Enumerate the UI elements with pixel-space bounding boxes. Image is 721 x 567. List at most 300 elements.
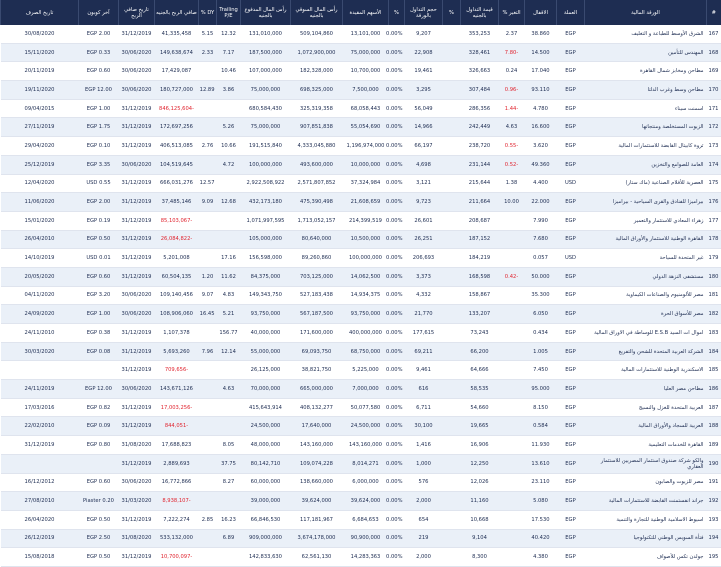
paid-capital-cell: 107,000,000 — [241, 62, 291, 81]
last-coupon-cell: EGP 0.33 — [79, 43, 119, 62]
last-coupon-cell: EGP 1.00 — [79, 99, 119, 118]
value-percent-cell — [443, 174, 461, 193]
traded-volume-cell: 56,049 — [405, 99, 443, 118]
table-row[interactable] — [1, 118, 721, 137]
payment-date-cell: 17/03/2016 — [1, 398, 79, 417]
table-row[interactable] — [1, 529, 721, 548]
change-percent-cell — [499, 473, 525, 492]
value-percent-cell — [443, 324, 461, 343]
listed-shares-cell: 14,283,363 — [343, 548, 389, 567]
column-header[interactable]: رأس المال السوقي بالجنيه — [291, 0, 343, 25]
net-profit-date-cell: 31/12/2019 — [119, 193, 155, 212]
table-row[interactable] — [1, 492, 721, 511]
row-index: 185 — [707, 361, 721, 380]
traded-value-cell: 73,243 — [461, 324, 499, 343]
change-percent-cell — [499, 548, 525, 567]
row-index: 191 — [707, 473, 721, 492]
close-price-cell: 0.057 — [525, 249, 557, 268]
column-header[interactable]: رأس المال المدفوع بالجنيه — [241, 0, 291, 25]
dividend-yield-cell — [199, 473, 217, 492]
currency-cell: EGP — [557, 398, 585, 417]
close-price-cell: 23.110 — [525, 473, 557, 492]
traded-value-cell: 12,250 — [461, 454, 499, 473]
security-name-link[interactable]: مستشفى النزهة الدولي — [585, 267, 707, 286]
pe-ratio-cell: 8.05 — [217, 436, 241, 455]
last-coupon-cell: EGP 0.60 — [79, 473, 119, 492]
column-header[interactable]: الاقفال — [525, 0, 557, 25]
last-coupon-cell: USD 0.01 — [79, 249, 119, 268]
net-profit-cell: 180,727,000 — [155, 81, 199, 100]
table-row[interactable] — [1, 398, 721, 417]
payment-date-cell: 04/11/2020 — [1, 286, 79, 305]
row-index: 170 — [707, 81, 721, 100]
change-percent-cell — [499, 380, 525, 399]
traded-value-cell: 208,687 — [461, 211, 499, 230]
volume-percent-cell: 0.00% — [389, 492, 405, 511]
close-price-cell: 11.930 — [525, 436, 557, 455]
table-row[interactable] — [1, 25, 721, 43]
paid-capital-cell: 415,643,914 — [241, 398, 291, 417]
dividend-yield-cell — [199, 211, 217, 230]
security-name-link[interactable]: مصر للزيوت والصابون — [585, 473, 707, 492]
dividend-yield-cell — [199, 361, 217, 380]
security-name-link[interactable]: العامة للصوامع والتخزين — [585, 155, 707, 174]
traded-value-cell: 19,665 — [461, 417, 499, 436]
payment-date-cell: 30/03/2020 — [1, 342, 79, 361]
last-coupon-cell: EGP 0.60 — [79, 62, 119, 81]
pe-ratio-cell: 4.83 — [217, 286, 241, 305]
traded-volume-cell: 4,332 — [405, 286, 443, 305]
column-header[interactable]: تاريخ صافي الربح — [119, 0, 155, 25]
table-row[interactable] — [1, 211, 721, 230]
last-coupon-cell: EGP 0.80 — [79, 436, 119, 455]
net-profit-date-cell: 31/12/2019 — [119, 510, 155, 529]
row-index: 183 — [707, 324, 721, 343]
market-cap-cell: 4,333,045,880 — [291, 137, 343, 156]
security-name-link[interactable]: الاسكندرية الوطنية للاستثمارات المالية — [585, 361, 707, 380]
close-price-cell: 38.860 — [525, 25, 557, 43]
listed-shares-cell: 10,700,000 — [343, 62, 389, 81]
payment-date-cell: 25/12/2019 — [1, 155, 79, 174]
last-coupon-cell: EGP 0.60 — [79, 267, 119, 286]
net-profit-date-cell: 31/08/2020 — [119, 436, 155, 455]
security-name-link[interactable]: ثروة كابيتال القابضة للاستثمارات المالية — [585, 137, 707, 156]
change-percent-cell: 0.24 — [499, 62, 525, 81]
dividend-yield-cell — [199, 62, 217, 81]
column-header[interactable]: % — [443, 0, 461, 25]
change-percent-cell: -0.55 — [499, 137, 525, 156]
listed-shares-cell: 6,000,000 — [343, 473, 389, 492]
payment-date-cell: 15/11/2020 — [1, 43, 79, 62]
net-profit-cell: 60,504,135 — [155, 267, 199, 286]
paid-capital-cell: 75,000,000 — [241, 118, 291, 137]
traded-value-cell: 328,461 — [461, 43, 499, 62]
security-name-link[interactable]: الزيوت المستخلصة ومنتجاتها — [585, 118, 707, 137]
table-row[interactable] — [1, 324, 721, 343]
currency-cell: EGP — [557, 267, 585, 286]
change-percent-cell: -0.42 — [499, 267, 525, 286]
table-row[interactable] — [1, 62, 721, 81]
net-profit-date-cell: 31/12/2019 — [119, 267, 155, 286]
column-header[interactable]: # — [707, 0, 721, 25]
paid-capital-cell: 75,000,000 — [241, 81, 291, 100]
net-profit-cell: 16,772,866 — [155, 473, 199, 492]
listed-shares-cell: 39,624,000 — [343, 492, 389, 511]
column-header[interactable]: العملة — [557, 0, 585, 25]
traded-volume-cell: 4,698 — [405, 155, 443, 174]
volume-percent-cell: 0.00% — [389, 211, 405, 230]
security-name-link[interactable]: زهراء المعادي للاستثمار والتعمير — [585, 211, 707, 230]
last-coupon-cell: EGP 2.00 — [79, 25, 119, 43]
value-percent-cell — [443, 211, 461, 230]
net-profit-cell: 172,697,256 — [155, 118, 199, 137]
table-row[interactable] — [1, 548, 721, 567]
traded-value-cell: 168,598 — [461, 267, 499, 286]
paid-capital-cell: 191,515,840 — [241, 137, 291, 156]
traded-value-cell: 307,484 — [461, 81, 499, 100]
change-percent-cell — [499, 492, 525, 511]
net-profit-date-cell: 30/06/2020 — [119, 62, 155, 81]
net-profit-cell: 37,485,146 — [155, 193, 199, 212]
pe-ratio-cell — [217, 230, 241, 249]
traded-volume-cell: 654 — [405, 510, 443, 529]
traded-value-cell: 58,535 — [461, 380, 499, 399]
pe-ratio-cell: 37.75 — [217, 454, 241, 473]
security-name-link[interactable]: الشركة العربية المتحدة للشحن والتفريغ — [585, 342, 707, 361]
security-name-link[interactable]: فتأة السويس الوطني للتكنولوجيا — [585, 529, 707, 548]
dividend-yield-cell: 2.85 — [199, 510, 217, 529]
payment-date-cell — [1, 454, 79, 473]
dividend-yield-cell — [199, 230, 217, 249]
value-percent-cell — [443, 193, 461, 212]
pe-ratio-cell: 5.21 — [217, 305, 241, 324]
traded-value-cell: 211,664 — [461, 193, 499, 212]
column-header[interactable]: قيمة التداول بالجنيه — [461, 0, 499, 25]
traded-volume-cell: 22,908 — [405, 43, 443, 62]
change-percent-cell — [499, 510, 525, 529]
row-index: 192 — [707, 492, 721, 511]
pe-ratio-cell: 12.32 — [217, 25, 241, 43]
payment-date-cell: 14/10/2019 — [1, 249, 79, 268]
table-row[interactable] — [1, 230, 721, 249]
market-cap-cell: 3,674,178,000 — [291, 529, 343, 548]
market-cap-cell: 2,571,807,852 — [291, 174, 343, 193]
market-cap-cell: 17,640,000 — [291, 417, 343, 436]
row-index: 180 — [707, 267, 721, 286]
pe-ratio-cell: 4.72 — [217, 155, 241, 174]
paid-capital-cell: 48,000,000 — [241, 436, 291, 455]
volume-percent-cell: 0.00% — [389, 25, 405, 43]
column-header[interactable]: الورقة المالية — [585, 0, 707, 25]
currency-cell: EGP — [557, 305, 585, 324]
payment-date-cell: 24/09/2020 — [1, 305, 79, 324]
currency-cell: EGP — [557, 342, 585, 361]
volume-percent-cell: 0.00% — [389, 43, 405, 62]
listed-shares-cell: 93,750,000 — [343, 305, 389, 324]
table-row[interactable] — [1, 249, 721, 268]
change-percent-cell: -0.52 — [499, 155, 525, 174]
net-profit-date-cell: 30/06/2020 — [119, 380, 155, 399]
listed-shares-cell: 13,101,000 — [343, 25, 389, 43]
volume-percent-cell: 0.00% — [389, 81, 405, 100]
table-row[interactable] — [1, 155, 721, 174]
table-row[interactable] — [1, 417, 721, 436]
volume-percent-cell: 0.00% — [389, 324, 405, 343]
column-header[interactable]: صافي الربح بالجنيه — [155, 0, 199, 25]
change-percent-cell — [499, 249, 525, 268]
volume-percent-cell: 0.00% — [389, 417, 405, 436]
net-profit-cell: -846,125,604 — [155, 99, 199, 118]
table-body — [1, 25, 721, 566]
traded-value-cell: 12,026 — [461, 473, 499, 492]
value-percent-cell — [443, 43, 461, 62]
close-price-cell: 95.000 — [525, 380, 557, 399]
table-row[interactable] — [1, 473, 721, 492]
currency-cell: EGP — [557, 436, 585, 455]
currency-cell: EGP — [557, 211, 585, 230]
close-price-cell: 0.584 — [525, 417, 557, 436]
change-percent-cell: -1.44 — [499, 99, 525, 118]
pe-ratio-cell: 12.14 — [217, 342, 241, 361]
security-name-link[interactable]: اسيوط الاسلامية الوطنية للتجارة والتنمية — [585, 510, 707, 529]
paid-capital-cell: 93,750,000 — [241, 305, 291, 324]
table-row[interactable] — [1, 361, 721, 380]
value-percent-cell — [443, 473, 461, 492]
listed-shares-cell: 7,000,000 — [343, 380, 389, 399]
close-price-cell: 8.150 — [525, 398, 557, 417]
table-row[interactable] — [1, 380, 721, 399]
security-name-link[interactable]: اموال ات السيد E.S.B للوساطة في الاوراق المالية — [585, 324, 707, 343]
pe-ratio-cell: 3.86 — [217, 81, 241, 100]
column-header[interactable]: Trailing P/E — [217, 0, 241, 25]
traded-volume-cell: 177,615 — [405, 324, 443, 343]
dividend-yield-cell — [199, 417, 217, 436]
column-header[interactable]: % — [389, 0, 405, 25]
row-index: 171 — [707, 99, 721, 118]
paid-capital-cell: 149,343,750 — [241, 286, 291, 305]
column-header[interactable]: التغير % — [499, 0, 525, 25]
market-cap-cell: 665,000,000 — [291, 380, 343, 399]
close-price-cell: 93.110 — [525, 81, 557, 100]
net-profit-date-cell: 30/06/2020 — [119, 473, 155, 492]
listed-shares-cell: 7,500,000 — [343, 81, 389, 100]
security-name-link[interactable]: جراند انفستمنت القابضة للاستثمارات المالية — [585, 492, 707, 511]
security-name-link[interactable]: جولدن تكس للأصواف — [585, 548, 707, 567]
paid-capital-cell: 432,173,180 — [241, 193, 291, 212]
listed-shares-cell: 10,000,000 — [343, 155, 389, 174]
security-name-link[interactable]: مصر للأسواق الحرة — [585, 305, 707, 324]
value-percent-cell — [443, 510, 461, 529]
volume-percent-cell: 0.00% — [389, 436, 405, 455]
column-header[interactable]: حجم التداول بالورقة — [405, 0, 443, 25]
market-cap-cell: 138,660,000 — [291, 473, 343, 492]
security-name-link[interactable]: مطاحن وسط وغرب الدلتا — [585, 81, 707, 100]
column-header[interactable]: آخر كوبون — [79, 0, 119, 25]
last-coupon-cell — [79, 361, 119, 380]
table-row[interactable] — [1, 286, 721, 305]
table-row[interactable] — [1, 267, 721, 286]
close-price-cell: 7.990 — [525, 211, 557, 230]
table-row[interactable] — [1, 436, 721, 455]
column-header[interactable]: DY % — [199, 0, 217, 25]
net-profit-date-cell: 31/12/2019 — [119, 417, 155, 436]
last-coupon-cell: EGP 0.38 — [79, 324, 119, 343]
table-row[interactable] — [1, 454, 721, 473]
pe-ratio-cell — [217, 417, 241, 436]
close-price-cell: 49.360 — [525, 155, 557, 174]
pe-ratio-cell — [217, 211, 241, 230]
currency-cell: EGP — [557, 324, 585, 343]
currency-cell: EGP — [557, 118, 585, 137]
column-header[interactable]: الأسهم المقيدة — [343, 0, 389, 25]
net-profit-cell: -709,656 — [155, 361, 199, 380]
dividend-yield-cell: 16.45 — [199, 305, 217, 324]
market-cap-cell: 117,181,967 — [291, 510, 343, 529]
security-name-link[interactable]: العصرية للأفلام الصناعية (ماك ستار) — [585, 174, 707, 193]
security-name-link[interactable]: مصر للألومنيوم والصناعات الكيماوية — [585, 286, 707, 305]
traded-value-cell: 242,449 — [461, 118, 499, 137]
security-name-link[interactable]: غير المتحدة للسياحة — [585, 249, 707, 268]
paid-capital-cell: 70,000,000 — [241, 380, 291, 399]
net-profit-cell: 406,513,085 — [155, 137, 199, 156]
pe-ratio-cell — [217, 548, 241, 567]
security-name-link[interactable]: العربية المتحدة للغزل والنسيج — [585, 398, 707, 417]
currency-cell: EGP — [557, 492, 585, 511]
net-profit-date-cell: 31/12/2019 — [119, 174, 155, 193]
close-price-cell: 17.040 — [525, 62, 557, 81]
table-row[interactable] — [1, 342, 721, 361]
listed-shares-cell: 214,399,519 — [343, 211, 389, 230]
security-name-link[interactable]: مطاحن مصر العليا — [585, 380, 707, 399]
payment-date-cell: 12/04/2020 — [1, 174, 79, 193]
table-row[interactable] — [1, 43, 721, 62]
security-name-link[interactable]: مطاحن ومخابز شمال القاهرة — [585, 62, 707, 81]
market-cap-cell: 171,600,000 — [291, 324, 343, 343]
last-coupon-cell: EGP 0.09 — [79, 417, 119, 436]
net-profit-cell: 2,889,693 — [155, 454, 199, 473]
value-percent-cell — [443, 398, 461, 417]
traded-volume-cell: 2,000 — [405, 492, 443, 511]
net-profit-cell: 17,429,087 — [155, 62, 199, 81]
net-profit-date-cell: 31/12/2019 — [119, 454, 155, 473]
dividend-yield-cell: 12.57 — [199, 174, 217, 193]
volume-percent-cell: 0.00% — [389, 398, 405, 417]
traded-volume-cell: 1,416 — [405, 436, 443, 455]
traded-volume-cell: 219 — [405, 529, 443, 548]
paid-capital-cell: 680,584,430 — [241, 99, 291, 118]
market-cap-cell: 39,624,000 — [291, 492, 343, 511]
payment-date-cell: 30/08/2020 — [1, 25, 79, 43]
traded-value-cell: 16,906 — [461, 436, 499, 455]
row-index: 178 — [707, 230, 721, 249]
table-row[interactable] — [1, 81, 721, 100]
paid-capital-cell: 2,922,508,922 — [241, 174, 291, 193]
net-profit-cell: 1,107,378 — [155, 324, 199, 343]
row-index: 169 — [707, 62, 721, 81]
traded-volume-cell: 19,461 — [405, 62, 443, 81]
listed-shares-cell: 1,196,974,000 — [343, 137, 389, 156]
paid-capital-cell: 26,125,000 — [241, 361, 291, 380]
security-name-link[interactable]: العربية للسجاد والأوراق المالية — [585, 417, 707, 436]
change-percent-cell — [499, 398, 525, 417]
row-index: 189 — [707, 436, 721, 455]
header-row — [1, 0, 721, 25]
close-price-cell: 17.530 — [525, 510, 557, 529]
net-profit-date-cell: 31/12/2019 — [119, 342, 155, 361]
close-price-cell: 50.000 — [525, 267, 557, 286]
market-cap-cell: 703,125,000 — [291, 267, 343, 286]
value-percent-cell — [443, 267, 461, 286]
traded-value-cell: 54,660 — [461, 398, 499, 417]
security-name-link[interactable]: اسمنت سيناء — [585, 99, 707, 118]
table-row[interactable] — [1, 510, 721, 529]
traded-volume-cell: 26,601 — [405, 211, 443, 230]
row-index: 174 — [707, 155, 721, 174]
traded-value-cell: 231,144 — [461, 155, 499, 174]
listed-shares-cell: 10,500,000 — [343, 230, 389, 249]
dividend-yield-cell: 2.76 — [199, 137, 217, 156]
currency-cell: EGP — [557, 155, 585, 174]
currency-cell: EGP — [557, 529, 585, 548]
volume-percent-cell: 0.00% — [389, 249, 405, 268]
paid-capital-cell: 156,598,000 — [241, 249, 291, 268]
net-profit-cell: -85,103,067 — [155, 211, 199, 230]
close-price-cell: 16.600 — [525, 118, 557, 137]
currency-cell: EGP — [557, 81, 585, 100]
pe-ratio-cell: 5.26 — [217, 118, 241, 137]
volume-percent-cell: 0.00% — [389, 174, 405, 193]
market-cap-cell: 109,074,228 — [291, 454, 343, 473]
column-header[interactable]: تاريخ الصرف — [1, 0, 79, 25]
paid-capital-cell: 105,000,000 — [241, 230, 291, 249]
table-row[interactable] — [1, 137, 721, 156]
row-index: 173 — [707, 137, 721, 156]
security-name-link[interactable]: المهندس للتأمين — [585, 43, 707, 62]
table-row[interactable] — [1, 193, 721, 212]
volume-percent-cell: 0.00% — [389, 193, 405, 212]
payment-date-cell: 19/11/2020 — [1, 81, 79, 100]
net-profit-date-cell: 31/12/2019 — [119, 211, 155, 230]
net-profit-date-cell: 31/12/2019 — [119, 324, 155, 343]
volume-percent-cell: 0.00% — [389, 529, 405, 548]
security-name-link[interactable]: القاهرة للخدمات التعليمية — [585, 436, 707, 455]
payment-date-cell: 20/05/2020 — [1, 267, 79, 286]
dividend-yield-cell — [199, 529, 217, 548]
payment-date-cell: 26/04/2020 — [1, 510, 79, 529]
paid-capital-cell: 142,833,630 — [241, 548, 291, 567]
table-row[interactable] — [1, 305, 721, 324]
traded-volume-cell: 616 — [405, 380, 443, 399]
paid-capital-cell: 55,000,000 — [241, 342, 291, 361]
security-name-link[interactable]: والكو شركة صندوق استثمار المصريين للاستثمار العقاري — [585, 454, 707, 473]
net-profit-date-cell: 31/12/2019 — [119, 361, 155, 380]
table-row[interactable] — [1, 99, 721, 118]
value-percent-cell — [443, 81, 461, 100]
close-price-cell: 7.450 — [525, 361, 557, 380]
change-percent-cell: 4.63 — [499, 118, 525, 137]
net-profit-date-cell: 31/12/2019 — [119, 548, 155, 567]
security-name-link[interactable]: الشرق الأوسط للطباعة و التغليف — [585, 25, 707, 43]
table-row[interactable] — [1, 174, 721, 193]
security-name-link[interactable]: القاهرة الوطنية للاستثمار والأوراق المالية — [585, 230, 707, 249]
market-cap-cell: 143,160,000 — [291, 436, 343, 455]
volume-percent-cell: 0.00% — [389, 305, 405, 324]
traded-volume-cell: 9,723 — [405, 193, 443, 212]
market-cap-cell: 38,821,750 — [291, 361, 343, 380]
security-name-link[interactable]: بيراميزا للفنادق والقرى السياحية - بيراميزا — [585, 193, 707, 212]
net-profit-cell: -17,003,256 — [155, 398, 199, 417]
currency-cell: EGP — [557, 25, 585, 43]
